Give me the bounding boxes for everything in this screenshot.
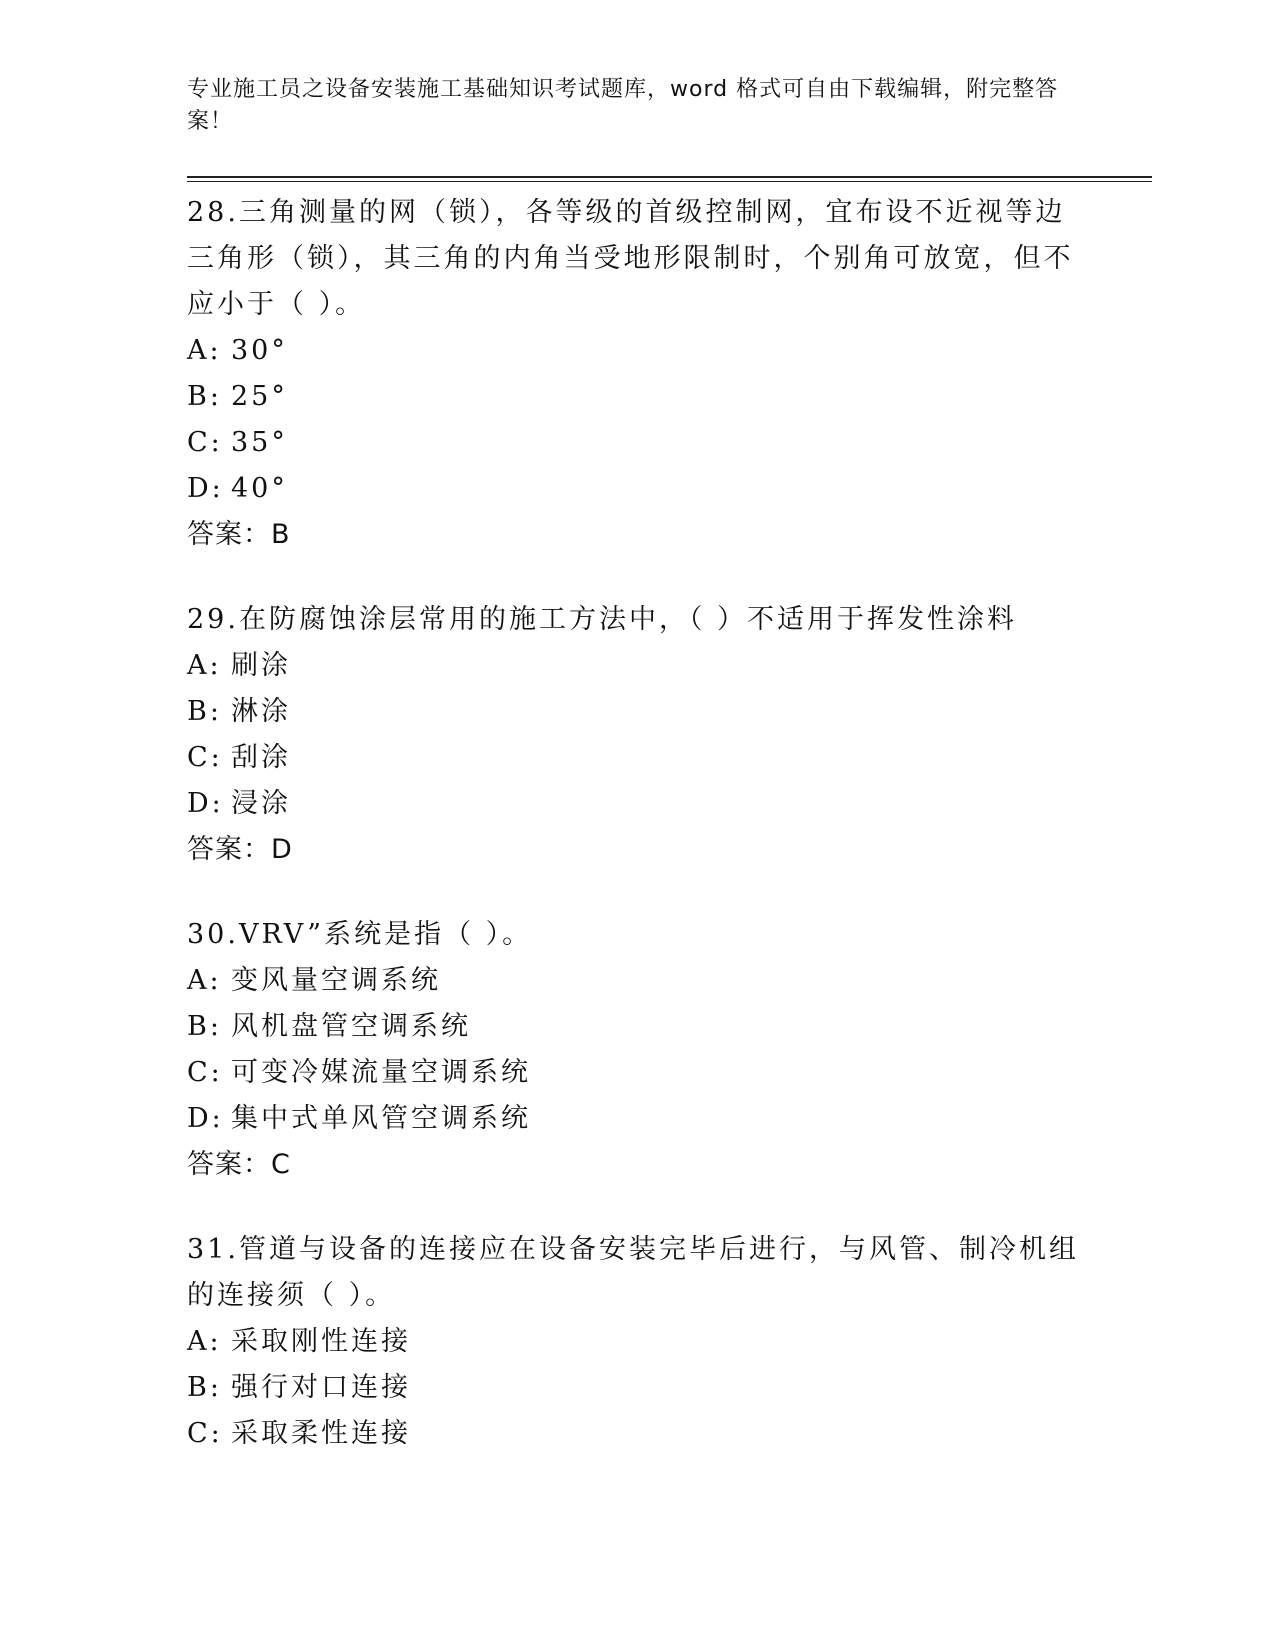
header-divider-thin [187, 181, 1152, 182]
option-letter: A: [187, 650, 222, 681]
option-letter: D: [187, 473, 224, 504]
question-stem: 30.VRV”系统是指（ ）。 [187, 919, 533, 950]
answer-line: 答案：B [187, 519, 291, 550]
option-text: 淋涂 [231, 696, 291, 727]
option-b [187, 374, 1087, 420]
option-a [187, 958, 1087, 1004]
option-b [187, 1004, 1087, 1050]
option-letter: B: [187, 1011, 222, 1042]
option-text: 采取柔性连接 [231, 1418, 411, 1449]
option-text: 风机盘管空调系统 [231, 1011, 471, 1042]
option-d [187, 1096, 1087, 1142]
option-text: 25° [231, 381, 288, 412]
option-letter: A: [187, 335, 222, 366]
option-letter: C: [187, 1418, 223, 1449]
option-a [187, 643, 1087, 689]
option-letter: A: [187, 1326, 222, 1357]
option-text: 可变冷媒流量空调系统 [231, 1057, 531, 1088]
header-divider-thick [187, 176, 1152, 178]
option-text: 30° [231, 335, 288, 366]
option-c [187, 420, 1087, 466]
question-30 [187, 912, 1087, 1188]
option-text: 刷涂 [231, 650, 291, 681]
option-text: 变风量空调系统 [231, 965, 441, 996]
question-29 [187, 597, 1087, 873]
option-b [187, 689, 1087, 735]
option-letter: B: [187, 696, 222, 727]
option-text: 浸涂 [231, 788, 291, 819]
option-letter: A: [187, 965, 222, 996]
option-a [187, 1319, 1087, 1365]
option-letter: C: [187, 742, 223, 773]
option-letter: C: [187, 427, 223, 458]
document-header: 专业施工员之设备安装施工基础知识考试题库，word 格式可自由下载编辑，附完整答案！ [187, 77, 1059, 134]
option-c [187, 1411, 1087, 1457]
option-c [187, 1050, 1087, 1096]
option-letter: D: [187, 788, 224, 819]
option-d [187, 466, 1087, 512]
question-stem: 31.管道与设备的连接应在设备安装完毕后进行，与风管、制冷机组的连接须（ ）。 [187, 1234, 1079, 1311]
answer-line: 答案：C [187, 1149, 291, 1180]
question-31 [187, 1227, 1087, 1457]
option-text: 35° [231, 427, 288, 458]
option-text: 40° [231, 473, 288, 504]
answer-line: 答案：D [187, 834, 293, 865]
option-letter: D: [187, 1103, 224, 1134]
option-text: 采取刚性连接 [231, 1326, 411, 1357]
option-a [187, 328, 1087, 374]
option-text: 强行对口连接 [231, 1372, 411, 1403]
question-list [187, 190, 1087, 1496]
option-b [187, 1365, 1087, 1411]
option-text: 刮涂 [231, 742, 291, 773]
question-stem: 29.在防腐蚀涂层常用的施工方法中，（ ）不适用于挥发性涂料 [187, 604, 1018, 635]
question-stem: 28.三角测量的网（锁），各等级的首级控制网，宜布设不近视等边三角形（锁），其三角的内角当受地形限制时，个别角可放宽，但不应小于（ ）。 [187, 197, 1074, 320]
question-28 [187, 190, 1087, 558]
option-letter: C: [187, 1057, 223, 1088]
option-text: 集中式单风管空调系统 [231, 1103, 531, 1134]
option-letter: B: [187, 1372, 222, 1403]
option-letter: B: [187, 381, 222, 412]
option-c [187, 735, 1087, 781]
option-d [187, 781, 1087, 827]
